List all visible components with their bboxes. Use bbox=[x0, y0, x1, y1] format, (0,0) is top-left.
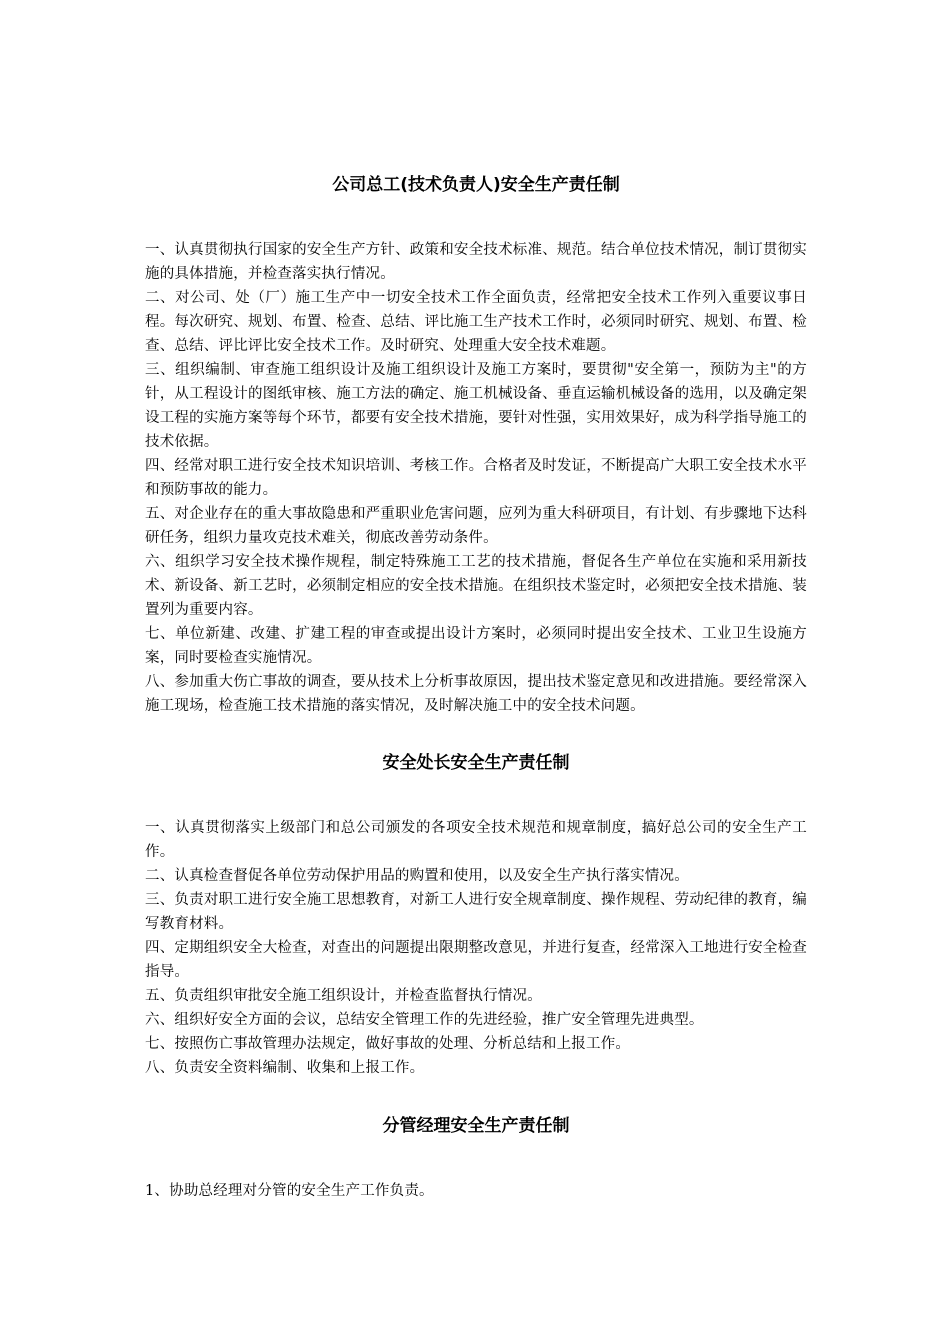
paragraph: 四、经常对职工进行安全技术知识培训、考核工作。合格者及时发证，不断提高广大职工安全技术水平和预防事故的能力。 bbox=[145, 458, 807, 498]
section-safety-director bbox=[145, 750, 807, 1080]
paragraph: 二、对公司、处（厂）施工生产中一切安全技术工作全面负责，经常把安全技术工作列入重要议事日程。每次研究、规划、布置、检查、总结、评比施工生产技术工作时，必须同时研究、规划、布置、检查、总结、评比评比安全技术工作。及时研究、处理重大安全技术难题。 bbox=[145, 290, 807, 354]
paragraph: 八、负责安全资料编制、收集和上报工作。 bbox=[145, 1060, 425, 1076]
section-deputy-manager bbox=[145, 1113, 807, 1203]
paragraph: 一、认真贯彻执行国家的安全生产方针、政策和安全技术标准、规范。结合单位技术情况，制订贯彻实施的具体措施，并检查落实执行情况。 bbox=[145, 242, 807, 282]
paragraph: 四、定期组织安全大检查，对查出的问题提出限期整改意见，并进行复查，经常深入工地进行安全检查指导。 bbox=[145, 940, 807, 980]
paragraph: 七、单位新建、改建、扩建工程的审查或提出设计方案时，必须同时提出安全技术、工业卫生设施方案，同时要检查实施情况。 bbox=[145, 626, 807, 666]
paragraph: 二、认真检查督促各单位劳动保护用品的购置和使用，以及安全生产执行落实情况。 bbox=[145, 868, 689, 884]
paragraph: 五、对企业存在的重大事故隐患和严重职业危害问题，应列为重大科研项目，有计划、有步骤地下达科研任务，组织力量攻克技术难关，彻底改善劳动条件。 bbox=[145, 506, 807, 546]
paragraph: 三、负责对职工进行安全施工思想教育，对新工人进行安全规章制度、操作规程、劳动纪律的教育，编写教育材料。 bbox=[145, 892, 807, 932]
section-body bbox=[145, 238, 807, 718]
document-page bbox=[145, 172, 807, 1203]
section-body bbox=[145, 1179, 807, 1203]
section-title: 分管经理安全生产责任制 bbox=[382, 1116, 570, 1136]
section-chief-engineer bbox=[145, 172, 807, 718]
section-title: 安全处长安全生产责任制 bbox=[382, 753, 570, 773]
paragraph: 八、参加重大伤亡事故的调查，要从技术上分析事故原因，提出技术鉴定意见和改进措施。要经常深入施工现场，检查施工技术措施的落实情况，及时解决施工中的安全技术问题。 bbox=[145, 674, 807, 714]
paragraph: 七、按照伤亡事故管理办法规定，做好事故的处理、分析总结和上报工作。 bbox=[145, 1036, 631, 1052]
paragraph: 1、协助总经理对分管的安全生产工作负责。 bbox=[145, 1183, 434, 1199]
section-body bbox=[145, 816, 807, 1080]
paragraph: 五、负责组织审批安全施工组织设计，并检查监督执行情况。 bbox=[145, 988, 542, 1004]
paragraph: 六、组织学习安全技术操作规程，制定特殊施工工艺的技术措施，督促各生产单位在实施和采用新技术、新设备、新工艺时，必须制定相应的安全技术措施。在组织技术鉴定时，必须把安全技术措施、装置列为重要内容。 bbox=[145, 554, 807, 618]
paragraph: 一、认真贯彻落实上级部门和总公司颁发的各项安全技术规范和规章制度，搞好总公司的安全生产工作。 bbox=[145, 820, 807, 860]
paragraph: 六、组织好安全方面的会议，总结安全管理工作的先进经验，推广安全管理先进典型。 bbox=[145, 1012, 704, 1028]
section-title: 公司总工(技术负责人)安全生产责任制 bbox=[332, 175, 620, 195]
paragraph: 三、组织编制、审查施工组织设计及施工组织设计及施工方案时，要贯彻"安全第一，预防为主"的方针，从工程设计的图纸审核、施工方法的确定、施工机械设备、垂直运输机械设备的选用，以及确定架设工程的实施方案等每个环节，都要有安全技术措施，要针对性强，实用效果好，成为科学指导施工的技术依据。 bbox=[145, 362, 807, 450]
